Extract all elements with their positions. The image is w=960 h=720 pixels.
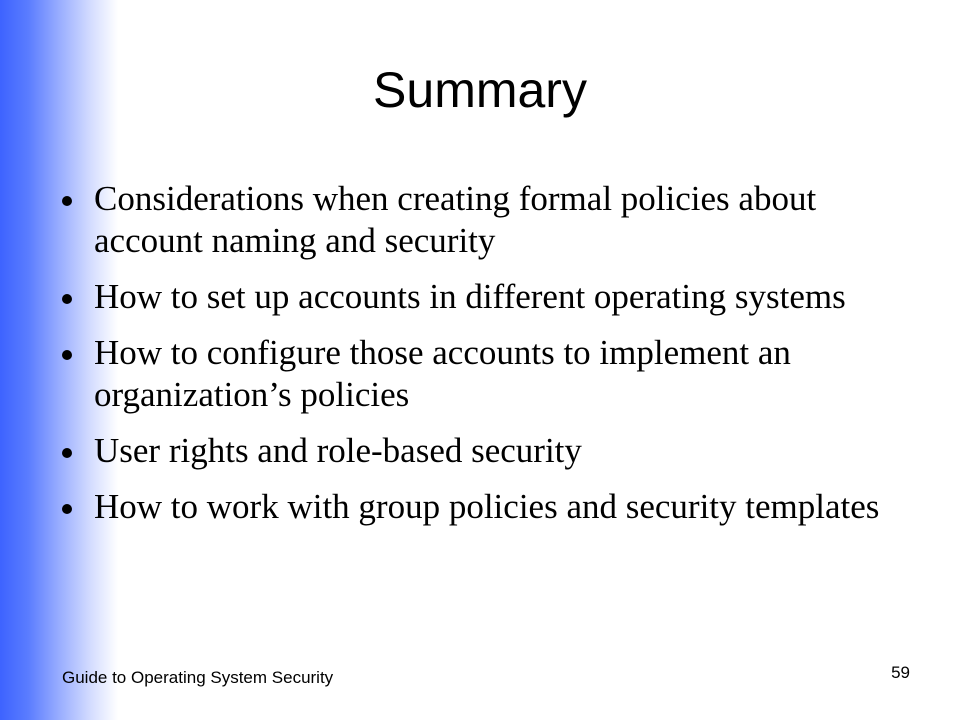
bullet-text: How to configure those accounts to implement an organization’s policies bbox=[94, 333, 791, 414]
bullet-text: How to set up accounts in different operating systems bbox=[94, 277, 846, 316]
bullet-item bbox=[56, 430, 916, 472]
bullet-item bbox=[56, 178, 916, 262]
bullet-icon bbox=[62, 294, 72, 304]
bullet-icon bbox=[62, 196, 72, 206]
bullet-text: How to work with group policies and security templates bbox=[94, 487, 880, 526]
footer-course-title: Guide to Operating System Security bbox=[62, 668, 334, 687]
bullet-list bbox=[56, 178, 916, 542]
bullet-item bbox=[56, 332, 916, 416]
bullet-text: Considerations when creating formal policies about account naming and security bbox=[94, 179, 817, 260]
page-number: 59 bbox=[891, 663, 910, 682]
bullet-text: User rights and role-based security bbox=[94, 431, 582, 470]
bullet-item bbox=[56, 276, 916, 318]
bullet-icon bbox=[62, 504, 72, 514]
slide-title: Summary bbox=[373, 62, 587, 118]
bullet-item bbox=[56, 486, 916, 528]
bullet-icon bbox=[62, 350, 72, 360]
bullet-icon bbox=[62, 448, 72, 458]
